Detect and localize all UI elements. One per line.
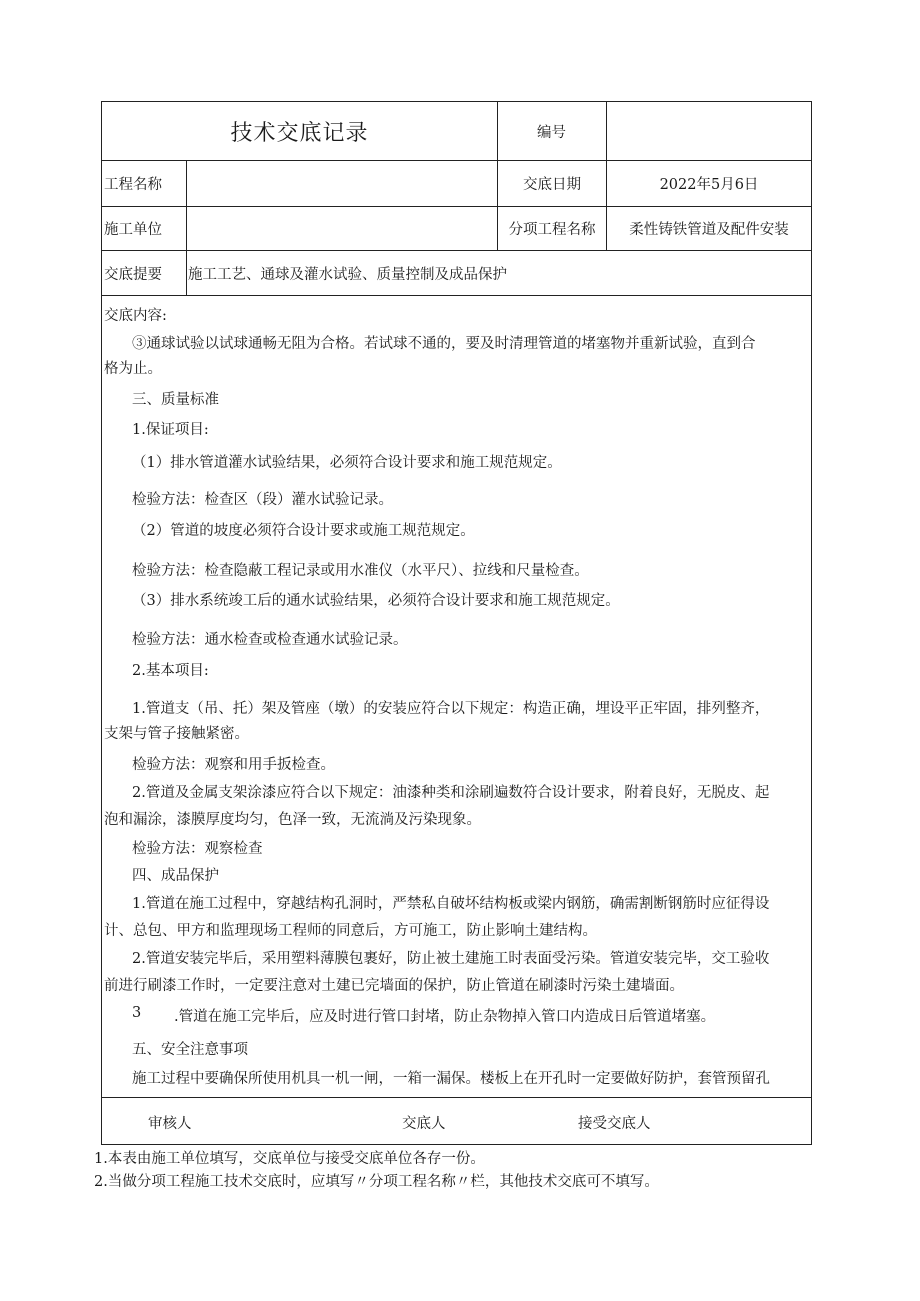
content-line: .管道在施工完毕后，应及时进行管口封堵，防止杂物掉入管口内造成日后管道堵塞。: [174, 1009, 716, 1025]
date-field[interactable]: 2022年5月6日: [659, 177, 759, 193]
content-line: 泡和漏涂，漆膜厚度均匀，色泽一致，无流淌及污染现象。: [104, 812, 481, 828]
content-line-number: 3: [132, 1005, 142, 1021]
content-line: ③通球试验以试球通畅无阻为合格。若试球不通的，要及时清理管道的堵塞物并重新试验，直到合: [132, 336, 756, 352]
content-label: 交底内容:: [104, 308, 167, 324]
content-line: 施工过程中要确保所使用机具一机一闸，一箱一漏保。楼板上在开孔时一定要做好防护，套管预留孔: [132, 1071, 770, 1087]
content-line: 四、成品保护: [132, 868, 219, 884]
number-field[interactable]: [607, 102, 811, 160]
content-line: 2.管道及金属支架涂漆应符合以下规定：油漆种类和涂刷遍数符合设计要求，附着良好，无脱皮、起: [132, 785, 770, 801]
content-line: 检验方法：检查隐蔽工程记录或用水准仪（水平尺）、拉线和尺量检查。: [132, 563, 589, 579]
form-title: 技术交底记录: [230, 120, 369, 146]
content-line: （2）管道的坡度必须符合设计要求或施工规范规定。: [132, 523, 475, 539]
summary-field[interactable]: 施工工艺、通球及灌水试验、质量控制及成品保护: [188, 266, 507, 283]
content-line: 2.基本项目:: [132, 663, 209, 679]
date-label: 交底日期: [523, 177, 581, 193]
content-line: 三、质量标准: [132, 392, 219, 408]
content-line: （1）排水管道灌水试验结果，必须符合设计要求和施工规范规定。: [132, 455, 562, 471]
briefing-content: [102, 296, 811, 1096]
unit-field[interactable]: [188, 207, 496, 250]
summary-label: 交底提要: [104, 266, 162, 283]
project-name-label: 工程名称: [104, 177, 162, 193]
content-line: 检验方法：检查区（段）灌水试验记录。: [132, 492, 393, 508]
footnote: 1.本表由施工单位填写，交底单位与接受交底单位各存一份。: [94, 1151, 485, 1167]
unit-label: 施工单位: [104, 222, 162, 238]
content-line: 计、总包、甲方和监理现场工程师的同意后，方可施工，防止影响土建结构。: [104, 923, 597, 939]
presenter-label: 交底人: [402, 1116, 446, 1132]
column-divider: [186, 160, 187, 295]
content-line: （3）排水系统竣工后的通水试验结果，必须符合设计要求和施工规范规定。: [132, 593, 620, 609]
project-name-field[interactable]: [188, 161, 496, 206]
content-line: 检验方法：观察检查: [132, 841, 263, 857]
sub-project-label: 分项工程名称: [508, 222, 596, 238]
content-line: 1.管道支（吊、托）架及管座（墩）的安装应符合以下规定：构造正确，埋设平正牢固，排列整齐，: [132, 701, 770, 717]
content-line: 前进行刷漆工作时，一定要注意对土建已完墙面的保护，防止管道在刷漆时污染土建墙面。: [104, 978, 684, 994]
sub-project-field[interactable]: 柔性铸铁管道及配件安装: [629, 222, 789, 238]
content-line: 格为止。: [104, 361, 162, 377]
content-line: 1.管道在施工过程中，穿越结构孔洞时，严禁私自破坏结构板或梁内钢筋，确需割断钢筋时应征得设: [132, 896, 770, 912]
number-label: 编号: [537, 124, 566, 141]
content-line: 检验方法：观察和用手扳检查。: [132, 757, 335, 773]
row-divider: [102, 1097, 811, 1098]
content-line: 支架与管子接触紧密。: [104, 726, 249, 742]
content-line: 五、安全注意事项: [132, 1042, 248, 1058]
footnote: 2.当做分项工程施工技术交底时，应填写〃分项工程名称〃栏，其他技术交底可不填写。: [94, 1174, 659, 1190]
content-line: 2.管道安装完毕后，采用塑料薄膜包裹好，防止被土建施工时表面受污染。管道安装完毕，交工验收: [132, 951, 770, 967]
content-line: 1.保证项目:: [132, 422, 209, 438]
reviewer-label: 审核人: [148, 1116, 192, 1132]
content-line: 检验方法：通水检查或检查通水试验记录。: [132, 632, 408, 648]
tech-briefing-form: [101, 101, 812, 1145]
receiver-label: 接受交底人: [578, 1116, 651, 1132]
